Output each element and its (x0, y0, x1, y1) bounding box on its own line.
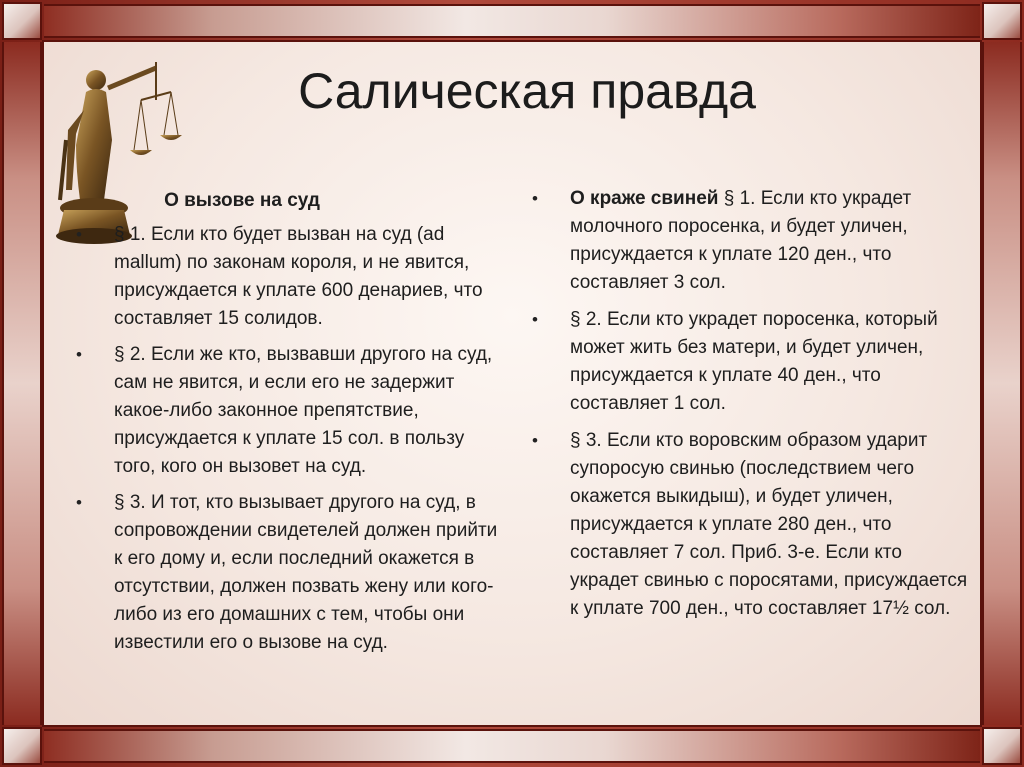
list-item: • § 2. Если кто украдет поросенка, который может жить без матери, и будет уличен, присуждается к уплате 40 ден., что составляет 1 сол. (528, 306, 968, 418)
list-item: • § 3. Если кто воровским образом ударит супоросую свинью (последствием чего окажется выкидыш), и будет уличен, присуждается к уплате 280 ден., что составляет 7 сол. Приб. 3-е. Если кто украдет свинью с поросятами, присуждается к уплате 700 ден., что составляет 17½ сол. (528, 427, 968, 623)
list-item: • § 3. И тот, кто вызывает другого на суд, в сопровождении свидетелей должен прийти к его дому и, если последний окажется в отсутствии, должен позвать жену или кого-либо из его домашних с тем, чтобы они известили его о вызове на суд. (72, 489, 502, 657)
left-bullet-list (72, 221, 502, 657)
left-column-heading: О вызове на суд (164, 190, 320, 211)
frame-bottom-bar (44, 729, 980, 763)
frame-corner (982, 2, 1022, 40)
right-column-heading: О краже свиней (570, 188, 724, 209)
right-bullet-list (528, 185, 968, 623)
list-item-text: § 1. Если кто украдет молочного поросенка, и будет уличен, присуждается к уплате 120 ден., что составляет 3 сол. (570, 188, 912, 293)
page-title: Салическая правда (298, 63, 756, 119)
frame-right-bar (982, 42, 1022, 725)
frame-top-bar (44, 4, 980, 38)
list-item (528, 185, 968, 297)
frame-corner (2, 2, 42, 40)
frame-corner (982, 727, 1022, 765)
list-item: • § 1. Если кто будет вызван на суд (ad mallum) по законам короля, и не явится, присуждается к уплате 600 денариев, что составляет 15 солидов. (72, 221, 502, 333)
list-item: • § 2. Если же кто, вызвавши другого на суд, сам не явится, и если его не задержит какое-либо законное препятствие, присуждается к уплате 15 сол. в пользу того, кого он вызовет на суд. (72, 341, 502, 481)
frame-left-bar (2, 42, 42, 725)
left-column (72, 185, 502, 665)
frame-corner (2, 727, 42, 765)
right-column (528, 185, 968, 632)
